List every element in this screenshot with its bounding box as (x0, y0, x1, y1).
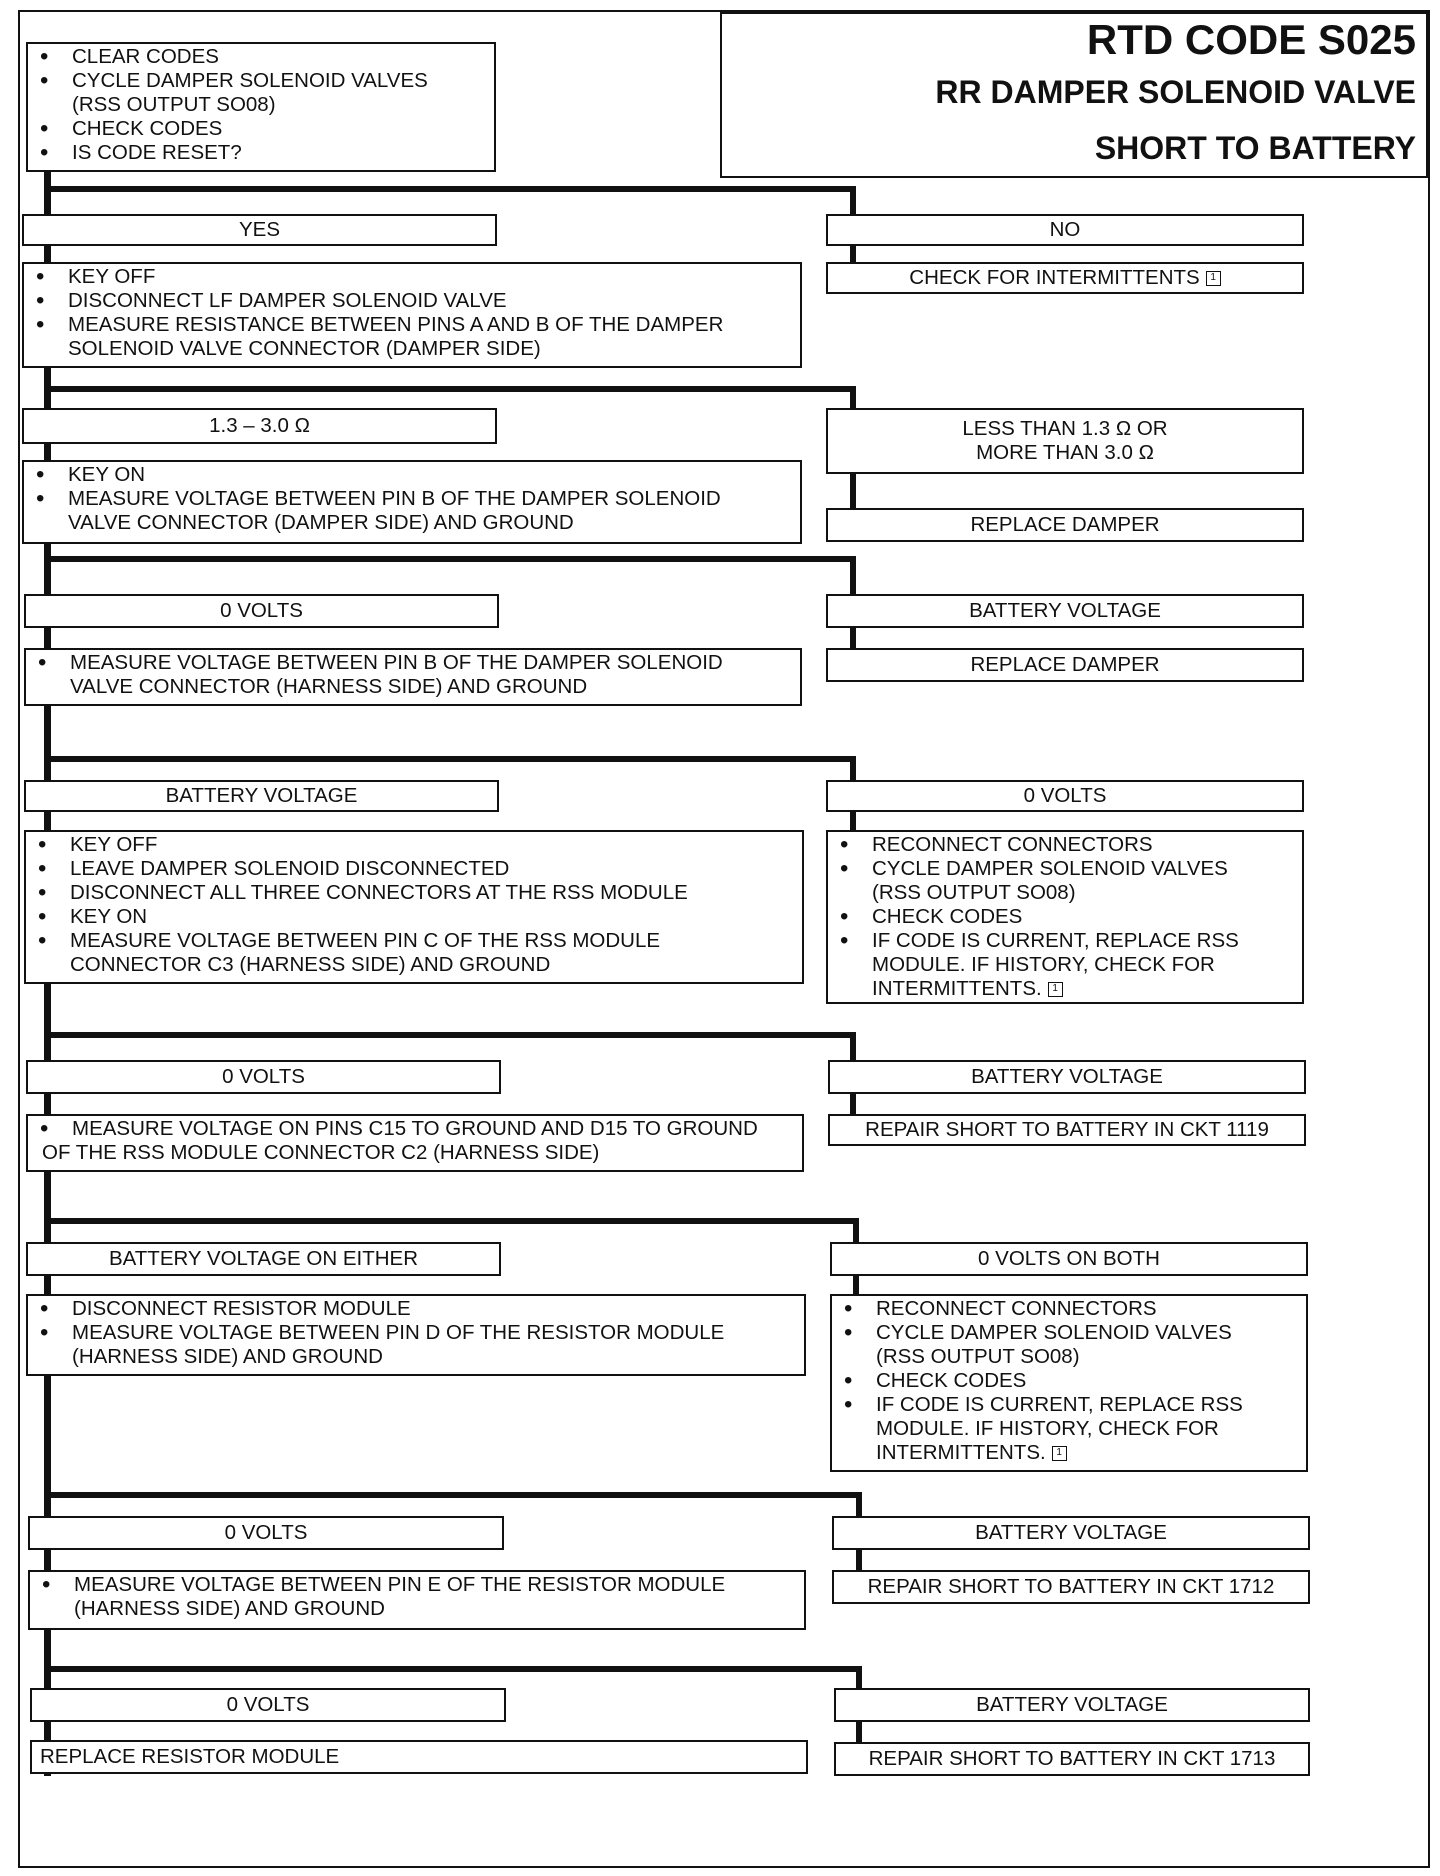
step-item: • LEAVE DAMPER SOLENOID DISCONNECTED (36, 857, 794, 881)
start-item: • CLEAR CODES (38, 45, 486, 69)
step-reconnect-recheck (830, 1294, 1308, 1472)
start-item: • IS CODE RESET? (38, 141, 486, 165)
branch-line-7 (44, 1492, 862, 1498)
step-item: • IF CODE IS CURRENT, REPLACE RSS (838, 929, 1294, 953)
result-label: BATTERY VOLTAGE (165, 784, 358, 807)
step-item: • CYCLE DAMPER SOLENOID VALVES (842, 1321, 1298, 1345)
result-label: BATTERY VOLTAGE ON EITHER (108, 1247, 419, 1270)
step-item: • CHECK CODES (842, 1369, 1298, 1393)
step-item: • DISCONNECT ALL THREE CONNECTORS AT THE RSS MODULE (36, 881, 794, 905)
result-battery-voltage (828, 1060, 1306, 1094)
branch-line-2 (44, 386, 856, 392)
step-item: CONNECTOR C3 (HARNESS SIDE) AND GROUND (70, 953, 551, 976)
branch-line-6 (44, 1218, 859, 1224)
step-measure-resistor-pin-e (28, 1570, 806, 1630)
result-label: 0 VOLTS (1023, 784, 1107, 807)
step-item-text: INTERMITTENTS. (872, 977, 1042, 1000)
result-0-volts-both (830, 1242, 1308, 1276)
action-label: REPAIR SHORT TO BATTERY IN CKT 1119 (865, 1118, 1269, 1141)
step-item: • KEY ON (36, 905, 794, 929)
step-measure-resistor-pin-d (26, 1294, 806, 1376)
action-label: REPAIR SHORT TO BATTERY IN CKT 1713 (868, 1747, 1276, 1770)
branch-line-1 (44, 186, 856, 192)
step-item: • MEASURE VOLTAGE BETWEEN PIN B OF THE DAMPER SOLENOID (34, 487, 792, 511)
result-label: 0 VOLTS (224, 1521, 308, 1544)
branch-line-4 (44, 756, 856, 762)
action-label: REPAIR SHORT TO BATTERY IN CKT 1712 (867, 1575, 1275, 1598)
reference-note-icon: 1 (1206, 271, 1221, 286)
result-label: 0 VOLTS (226, 1693, 310, 1716)
step-item: OF THE RSS MODULE CONNECTOR C2 (HARNESS SIDE) (42, 1141, 600, 1164)
result-label: BATTERY VOLTAGE (969, 599, 1161, 622)
result-yes (22, 214, 497, 246)
step-item-text: INTERMITTENTS. (876, 1441, 1046, 1464)
action-repair-ckt-1713 (834, 1742, 1310, 1776)
step-item: • MEASURE RESISTANCE BETWEEN PINS A AND B OF THE DAMPER (34, 313, 792, 337)
branch-line-5 (44, 1032, 856, 1038)
action-replace-damper (826, 648, 1304, 682)
start-item: • CHECK CODES (38, 117, 486, 141)
step-item (842, 1441, 1298, 1465)
step-measure-c15-d15 (26, 1114, 804, 1172)
step-item: • IF CODE IS CURRENT, REPLACE RSS (842, 1393, 1298, 1417)
action-replace-damper (826, 508, 1304, 542)
result-label: BATTERY VOLTAGE (971, 1065, 1163, 1088)
step-item: VALVE CONNECTOR (HARNESS SIDE) AND GROUND (70, 675, 588, 698)
result-0-volts (24, 594, 499, 628)
result-battery-voltage (832, 1516, 1310, 1550)
branch-drop-7 (856, 1492, 862, 1518)
step-item: (RSS OUTPUT SO08) (876, 1345, 1080, 1368)
step-item: • MEASURE VOLTAGE BETWEEN PIN C OF THE RSS MODULE (36, 929, 794, 953)
result-no (826, 214, 1304, 246)
branch-drop-6 (853, 1218, 859, 1244)
result-label: BATTERY VOLTAGE (976, 1693, 1168, 1716)
action-label: REPLACE DAMPER (970, 513, 1160, 536)
step-item: • KEY OFF (34, 265, 792, 289)
step-item: • MEASURE VOLTAGE BETWEEN PIN B OF THE DAMPER SOLENOID (36, 651, 792, 675)
step-item: MODULE. IF HISTORY, CHECK FOR (876, 1417, 1219, 1440)
branch-line-3 (44, 556, 856, 562)
step-item: • RECONNECT CONNECTORS (842, 1297, 1298, 1321)
reference-note-icon: 1 (1052, 1446, 1067, 1461)
result-0-volts (826, 780, 1304, 812)
action-check-intermittents (826, 262, 1304, 294)
branch-drop-5 (850, 1032, 856, 1060)
action-replace-resistor-module (30, 1740, 808, 1774)
step-item: • KEY ON (34, 463, 792, 487)
branch-drop-2 (850, 386, 856, 410)
branch-line-8 (44, 1666, 862, 1672)
result-label: 1.3 – 3.0 Ω (209, 414, 310, 437)
step-item: (HARNESS SIDE) AND GROUND (74, 1597, 385, 1620)
step-item: • CYCLE DAMPER SOLENOID VALVES (838, 857, 1294, 881)
step-measure-resistance (22, 262, 802, 368)
result-label: 0 VOLTS ON BOTH (978, 1247, 1160, 1270)
action-repair-ckt-1119 (828, 1114, 1306, 1146)
step-item: • KEY OFF (36, 833, 794, 857)
action-label: REPLACE RESISTOR MODULE (40, 1745, 340, 1768)
title-fault: SHORT TO BATTERY (1094, 130, 1416, 166)
step-item: (RSS OUTPUT SO08) (872, 881, 1076, 904)
step-measure-voltage-harness-side (24, 648, 802, 706)
title-code: RTD CODE S025 (1086, 16, 1416, 63)
title-block (720, 12, 1428, 178)
step-measure-rss-pin-c (24, 830, 804, 984)
step-item: • DISCONNECT RESISTOR MODULE (38, 1297, 796, 1321)
step-item: SOLENOID VALVE CONNECTOR (DAMPER SIDE) (68, 337, 541, 360)
result-label: 0 VOLTS (220, 599, 303, 622)
step-item: (HARNESS SIDE) AND GROUND (72, 1345, 383, 1368)
branch-drop-3 (850, 556, 856, 596)
step-item: VALVE CONNECTOR (DAMPER SIDE) AND GROUND (68, 511, 574, 534)
start-item: • CYCLE DAMPER SOLENOID VALVES (38, 69, 486, 93)
step-item: • RECONNECT CONNECTORS (838, 833, 1294, 857)
result-0-volts (30, 1688, 506, 1722)
branch-link-2 (850, 474, 856, 510)
result-no-label: NO (1049, 218, 1081, 241)
result-battery-voltage (834, 1688, 1310, 1722)
result-label: LESS THAN 1.3 Ω OR (962, 417, 1168, 440)
branch-link-8 (856, 1722, 862, 1744)
branch-link-4 (850, 810, 856, 832)
branch-drop-4 (850, 756, 856, 782)
step-item: • MEASURE VOLTAGE BETWEEN PIN D OF THE RESISTOR MODULE (38, 1321, 796, 1345)
step-item: • MEASURE VOLTAGE ON PINS C15 TO GROUND AND D15 TO GROUND (38, 1117, 794, 1141)
start-item: (RSS OUTPUT SO08) (72, 93, 276, 116)
result-label: MORE THAN 3.0 Ω (976, 441, 1154, 464)
result-label: 0 VOLTS (222, 1065, 305, 1088)
title-component: RR DAMPER SOLENOID VALVE (935, 74, 1416, 110)
step-measure-voltage-damper-side (22, 460, 802, 544)
step-item: • DISCONNECT LF DAMPER SOLENOID VALVE (34, 289, 792, 313)
action-repair-ckt-1712 (832, 1570, 1310, 1604)
result-battery-voltage-either (26, 1242, 501, 1276)
step-item: • MEASURE VOLTAGE BETWEEN PIN E OF THE RESISTOR MODULE (40, 1573, 796, 1597)
step-item (838, 977, 1294, 1001)
result-resistance-in-range (22, 408, 497, 444)
result-label: BATTERY VOLTAGE (975, 1521, 1167, 1544)
result-yes-label: YES (238, 218, 281, 241)
result-battery-voltage (24, 780, 499, 812)
result-0-volts (28, 1516, 504, 1550)
result-resistance-out-of-range (826, 408, 1304, 474)
reference-note-icon: 1 (1048, 982, 1063, 997)
action-label: CHECK FOR INTERMITTENTS (909, 266, 1200, 289)
start-step-box (26, 42, 496, 172)
step-item: • CHECK CODES (838, 905, 1294, 929)
result-0-volts (26, 1060, 501, 1094)
step-item: MODULE. IF HISTORY, CHECK FOR (872, 953, 1215, 976)
result-battery-voltage (826, 594, 1304, 628)
branch-drop-1 (850, 186, 856, 216)
step-reconnect-recheck (826, 830, 1304, 1004)
action-label: REPLACE DAMPER (970, 653, 1160, 676)
